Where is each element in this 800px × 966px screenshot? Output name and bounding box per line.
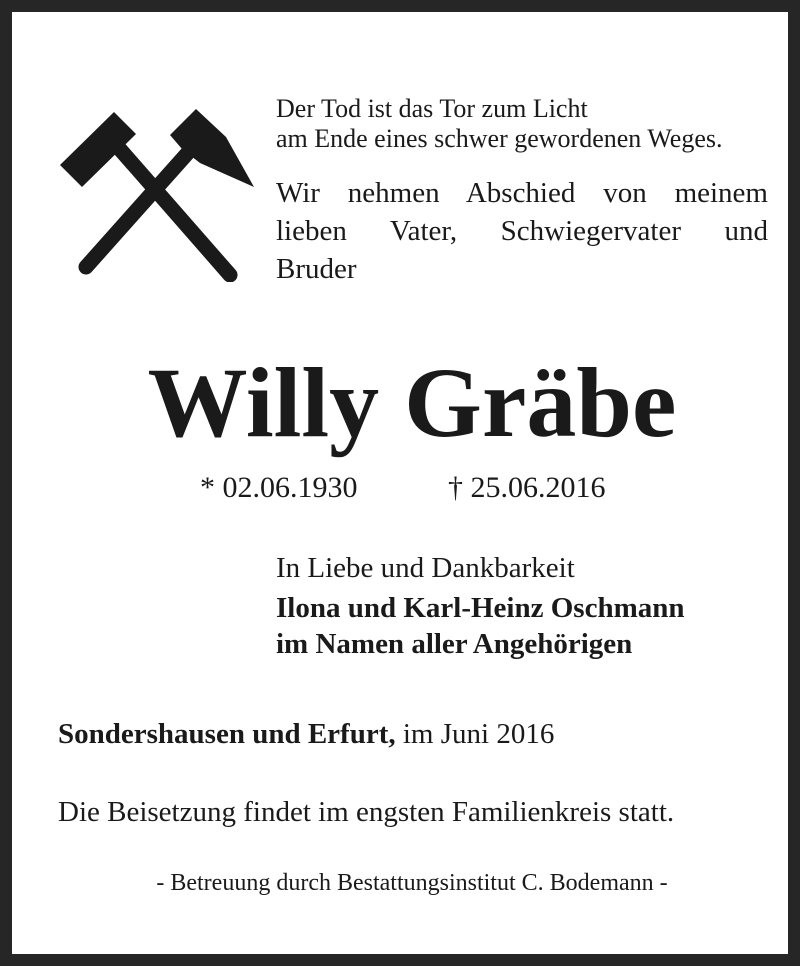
deceased-name: Willy Gräbe — [147, 347, 677, 458]
farewell-line: Bruder — [276, 253, 357, 285]
undertaker-credit: - Betreuung durch Bestattungsinstitut C. Bodemann - — [156, 870, 668, 896]
intro-text-block — [276, 94, 768, 288]
notice-date: im Juni 2016 — [395, 718, 555, 750]
thanks-line: In Liebe und Dankbarkeit — [276, 552, 575, 584]
motto — [276, 94, 768, 154]
place-names: Sondershausen und Erfurt, — [58, 718, 396, 750]
place-and-date — [58, 716, 554, 752]
motto-line: am Ende eines schwer gewordenen Weges. — [276, 124, 723, 153]
signer-line: im Namen aller Angehörigen — [276, 628, 633, 660]
birth-date: * 02.06.1930 — [200, 471, 358, 504]
thanks-block — [276, 550, 776, 662]
signer-line: Ilona und Karl-Heinz Oschmann — [276, 592, 685, 624]
crossed-hammers-icon — [58, 107, 254, 282]
farewell-text — [276, 174, 768, 288]
signers — [276, 590, 776, 662]
burial-note: Die Beisetzung findet im engsten Familienkreis statt. — [58, 796, 675, 828]
farewell-line: Wir nehmen Abschied von meinem — [276, 177, 768, 209]
death-date: † 25.06.2016 — [448, 471, 606, 504]
farewell-line: lieben Vater, Schwiegervater und — [276, 215, 768, 247]
motto-line: Der Tod ist das Tor zum Licht — [276, 94, 588, 123]
